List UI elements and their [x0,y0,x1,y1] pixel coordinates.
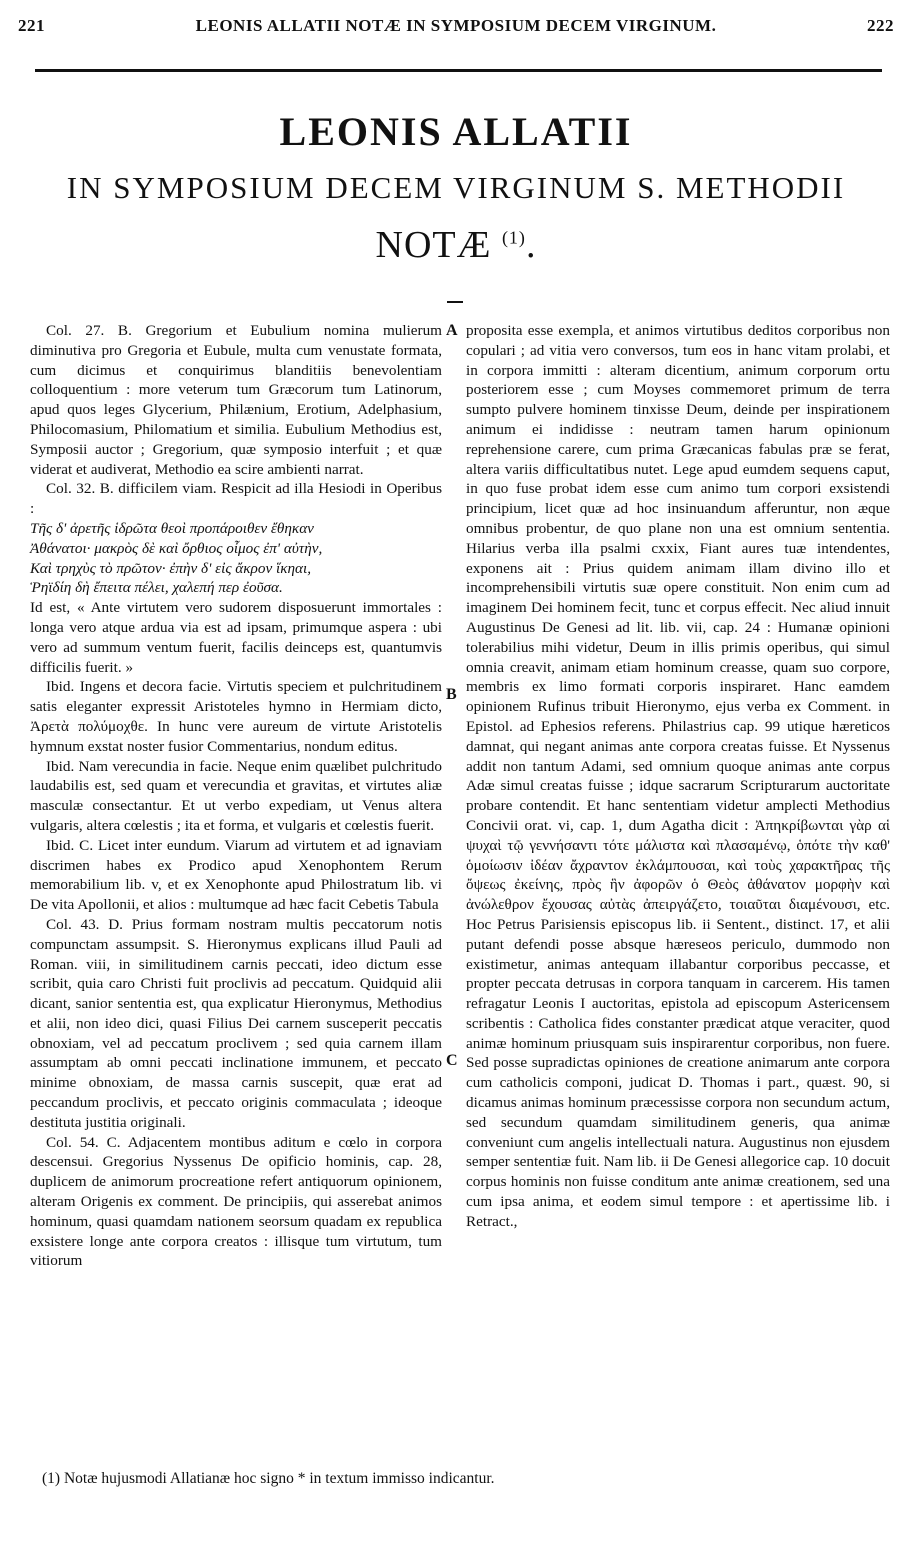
header-rule [35,69,882,72]
greek-verse: Ἀθάνατοι· μακρὸς δὲ καὶ ὄρθιος οἶμος ἐπ' αὐτὴν, [30,539,323,557]
note-paragraph: Id est, « Ante virtutem vero sudorem disposuerunt immortales : longa vero atque ardua via est ad ipsam, primumque aspera : ubi vero ad summum ventum fuerit, facilis deinceps est, quantumvis difficilis fuerit. » [30,599,442,676]
note-paragraph: Ibid. C. Licet inter eundum. Viarum ad virtutem et ad ignaviam discrimen habes ex Prodico apud Xenophontem Rerum memorabilium lib. v, et ex Xenophonte apud Philostratum lib. vi De vita Apollonii, et alios : multumque ad hæc facit Cebetis Tabula [30,836,442,914]
note-paragraph: Ibid. Nam verecundia in facie. Neque enim quælibet pulchritudo laudabilis est, sed quam et verecundia et gravitas, et virtutes aliæ masculæ consectantur. Et ut verbo expediam, ut Venus altera vulgaris, altera cœlestis ; ita et forma, et vulgaris et cœlestis fuerit. [30,757,442,834]
right-column [466,321,890,1232]
title-footnote-mark: (1) [501,227,526,248]
title-subject: IN SYMPOSIUM DECEM VIRGINUM S. METHODII [66,170,846,205]
footnote: (1) Notæ hujusmodi Allatianæ hoc signo * in textum immisso indicantur. [42,1470,495,1487]
running-title: LEONIS ALLATII NOTÆ IN SYMPOSIUM DECEM VIRGINUM. [195,16,717,35]
greek-verse: Τῆς δ' ἀρετῆς ἱδρῶτα θεοὶ προπάροιθεν ἔθηκαν [30,519,314,537]
greek-verse: Ῥηϊδίη δὴ ἔπειτα πέλει, χαλεπή περ ἐοῦσα. [30,579,283,597]
title-notes-period: . [525,224,537,266]
left-column [30,321,442,1271]
note-paragraph: Col. 32. B. difficilem viam. Respicit ad illa Hesiodi in Operibus : [30,480,442,518]
running-header [18,16,894,42]
note-paragraph: Col. 54. C. Adjacentem montibus aditum e cœlo in corpora descensui. Gregorius Nyssenus De opificio hominis, cap. 28, duplicem de animorum procreatione refert antiquorum opinionem, alteram Origenis ex comment. De principiis, qui asserebat animos hominum, quasi quamdam nationem seorsum quadam ex republica exsistere longe ante corpora creatos : illisque tum virtutum, tum vitiorum [30,1133,442,1270]
margin-marker-c: C [446,1052,458,1069]
note-paragraph: Col. 43. D. Prius formam nostram multis peccatorum notis compunctam assumpsit. S. Hieronymus explicans illud Pauli ad Roman. viii, in similitudinem carnis peccati, ideo dictum esse scribit, quia caro Christi fuit proclivis ad peccatum. Quidquid alii dicant, sanior sententia est, qua explicatur Hieronymus, Methodius et alii, non ideo dici, quasi Filius Dei carnem susceperit peccatis obnoxiam, vel ad peccatum proclivem ; sed quia carnem illam assumptam ab omni peccati inclinatione immunem, et peccato minime obnoxiam, de massa carnis suscepit, quæ erat ad peccandum proclivis, et peccato originis commaculata ; ideoque destituta justitia originali. [30,915,442,1131]
note-paragraph: Col. 27. B. Gregorium et Eubulium nomina mulierum diminutiva pro Gregoria et Eubule, multa cum venustate formata, cum dicimus et conquirimus blanditiis benevolentiam colloquentium : more veterum tum Græcorum tum Latinorum, apud quos leges Glycerium, Philænium, Erotium, Adelphasium, Philocomasium, Philomatium et similia. Eubulium Methodius est, Symposii auctor ; Gregorium, quæ symposio interfuit ; et quæ viderat et audiverat, Methodio ea scire ambienti narrat. [30,322,442,478]
greek-verse: Καὶ τρηχὺς τὸ πρῶτον· ἐπὴν δ' εἰς ἄκρον ἵκηαι, [30,559,312,577]
page-number-left: 221 [18,16,45,35]
margin-marker-b: B [446,686,457,703]
note-paragraph: proposita esse exempla, et animos virtutibus deditos corporibus non copulari ; ad vitia vero conversos, tum eos in hanc vitam prolabi, et in corpora immitti : alteram dicentium, animum corporum ortu posteriorem esse ; cum Moyses commemoret primum de terra sumpto pulvere hominem tinxisse Deum, deinde per inspirationem animum ei indidisse : neutram tamen harum opinionum reprehensione carere, cum prima Græcanicas fabulas præ se ferat, altera variis difficultatibus nutet. Lege apud eumdem sequens caput, in quo fuse probat idem esse cum animo tum corpori exsistendi principium, licet quæ ad hoc insinuandum afferuntur, non æque omnibus probentur, de quo plane non una est omnium sententia. Hilarius verba illa psalmi cxxix, Fiant aures tuæ intendentes, exponens ait : Prius quidem animam illam divino illo et incomprehensibili virtutis suæ opere constituit. Non enim cum ad imaginem Dei hominem fecit, tunc et corpus effecit. Nec aliud innuit Augustinus De Genesi ad lit. lib. vii, cap. 24 : Humanæ opinioni tolerabilius mihi videtur, Deum in illis primis operibus, qui simul omnia creavit, animam etiam hominum creasse, quam suo corpore, membris ex limo formati corporis inspiraret. Hanc eamdem opinionem Rufinus tribuit Hieronymo, ejus verba ex Comment. in Epistol. ad Ephesios referens. Philastrius cap. 99 utique hæreticos damnat, qui negant animas ante corpora creatas fuisse. Et Nyssenus addit non tantum Adami, sed omnium quoque animas ante corpus Adæ simul creatas fuisse ; idque sacrarum Scripturarum auctoritate probare contendit. Et hanc sententiam videtur amplecti Methodius Concivii orat. vi, cap. 1, dum Agatha dicit : Ἀπηκρίβωνται γὰρ αἱ ψυχαὶ τῷ γεννήσαντι τότε μάλιστα καὶ πλασαμένῳ, ὁπότε τὴν καθ' ὁμοίωσιν ἰδέαν ἄχραντον ἐκλάμπουσαι, καὶ τοὺς χαρακτῆρας τῆς ὄψεως ἐκείνης, πρὸς ἣν ἀφορῶν ὁ Θεὸς ἀθάνατον μορφὴν καὶ ἀνώλεθρον ἔχουσας αὐτὰς ἀπειργάζετο, τοιαῦται διαμένουσι, etc. Hoc Petrus Parisiensis episcopus lib. ii Sentent., distinct. 17, et alii putant defendi posse absque hæreseos periculo, dummodo non existimetur, animas antequam illabantur corporibus peccasse, et propter peccata detrusas in corpora tanquam in carcerem. His tamen refragatur Leonis I auctoritas, epistola ad episcopum Astericensem scribentis : Catholica fides constanter prædicat atque veraciter, quod animæ hominum priusquam suis inspirarentur corporibus, non fuere. Sed posse supradictas opiniones de creatione animarum ante corpora cum catholicis componi, judicat D. Thomas i part., quæst. 90, si dicamus animas hominum præcessisse corpora non secundum actum, sed secundum quamdam similitudinem generis, qua animæ conveniunt cum angelis intellectuali natura. Augustinus non ejusdem semper sententiæ fuit. Nam lib. ii De Genesi allegorice cap. 10 docuit corpus hominis non fuisse conditum ante animæ creationem, sed una cum ipsa anima, et eodem simul tempore : et apertissime lib. i Retract., [466,322,890,1230]
title-author: LEONIS ALLATII [279,109,633,154]
margin-marker-a: A [446,322,458,339]
title-notes [0,223,912,267]
title-notes-word: NOTÆ [375,224,492,266]
title-separator [447,301,463,303]
note-paragraph: Ibid. Ingens et decora facie. Virtutis speciem et pulchritudinem satis eleganter expressit Aristoteles hymno in Hermiam dicto, Ἀρετὰ πολύμοχθε. In hunc vere aureum de virtute Aristotelis hymnum exstat noster fusior Commentarius, nondum editus. [30,678,442,755]
page-number-right: 222 [867,16,894,35]
